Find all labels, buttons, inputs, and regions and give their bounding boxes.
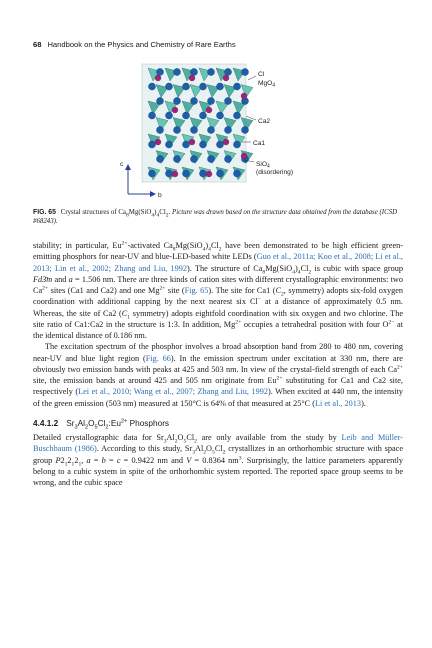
cl-atom-sphere: [241, 93, 247, 99]
ca-atom-sphere: [148, 170, 155, 177]
ca-atom-sphere: [173, 155, 180, 162]
ca-atom-sphere: [182, 141, 189, 148]
ca-atom-sphere: [224, 155, 231, 162]
ca-atom-sphere: [173, 68, 180, 75]
paragraph: Detailed crystallographic data for $Sr_3Al_2O_5Cl_2$ are only available from the study by Leib and Müller-Buschbaum (1986). According to this study, $Sr_3Al_2O_5Cl_2$ crystallizes in an orthorhombic structure with space group $P2_12_12_1$, a = b = c = 0.9422 nm and V = 0.8364 $nm^3$. Surprisingly, the lattice parameters apparently belong to a cubic system in spite of the orthorhombic system reported. The reported space group seems to be wrong, and the cubic space: [33, 433, 404, 487]
cl-atom-sphere: [189, 75, 195, 81]
crystal-structure-figure: [108, 56, 323, 199]
figure-reference-link[interactable]: Fig. 65: [184, 286, 209, 295]
cl-atom-sphere: [206, 107, 212, 113]
ca-atom-sphere: [207, 155, 214, 162]
cl-atom-sphere: [189, 139, 195, 145]
ca-atom-sphere: [165, 112, 172, 119]
body-text: [33, 240, 403, 488]
ca-atom-sphere: [190, 126, 197, 133]
running-header: [33, 40, 403, 49]
ca-atom-sphere: [190, 155, 197, 162]
ca-atom-sphere: [207, 97, 214, 104]
figure-caption: FIG. 65 Crystal structures of $Ca_8Mg(SiO_4)_4Cl_2$. Picture was drawn based on the structure data obtained from the database (ICSD #68243).: [33, 209, 398, 225]
ca-atom-sphere: [156, 126, 163, 133]
ca-atom-sphere: [233, 112, 240, 119]
ca-atom-sphere: [224, 126, 231, 133]
ca-atom-sphere: [199, 170, 206, 177]
ca-atom-sphere: [190, 97, 197, 104]
label-ca2: Ca2: [258, 118, 271, 125]
ca-atom-sphere: [148, 83, 155, 90]
cl-atom-sphere: [155, 75, 161, 81]
cl-atom-sphere: [223, 139, 229, 145]
ca-atom-sphere: [182, 83, 189, 90]
label-disordering: (disordering): [256, 169, 294, 176]
cl-atom-sphere: [223, 75, 229, 81]
label-mgo4: MgO$_4$: [258, 80, 276, 89]
cl-atom-sphere: [241, 153, 247, 159]
ca-atom-sphere: [241, 68, 248, 75]
label-ca1: Ca1: [253, 140, 266, 147]
page-number: 68: [33, 40, 42, 49]
ca-atom-sphere: [233, 170, 240, 177]
ca-atom-sphere: [216, 141, 223, 148]
axis-label-b: b: [158, 192, 162, 199]
ca-atom-sphere: [241, 126, 248, 133]
ca-atom-sphere: [148, 141, 155, 148]
citation-link[interactable]: Li et al., 2013: [315, 398, 362, 408]
paragraph: The excitation spectrum of the phosphor involves a broad absorption band from 280 to 480 nm, covering near-UV and blue light region (Fig. 66). In the emission spectrum under excitation at 330 nm, there are obviously two emission bands with peaks at 425 and 503 nm. In view of the crystal-field strength of each $Ca^{2+}$ site, the emission bands at around 425 and 505 nm originate from $Eu^{2+}$ substituting for Ca1 and Ca2 site, respectively (Lei et al., 2010; Wang et al., 2007; Zhang and Liu, 1992). When excited at 440 nm, the intensity of the green emission (503 nm) measured at 150°C is 64% of that measured at 25°C (Li et al., 2013).: [33, 342, 403, 408]
ca-atom-sphere: [233, 83, 240, 90]
ca-atom-sphere: [156, 155, 163, 162]
ca-atom-sphere: [224, 68, 231, 75]
cl-atom-sphere: [172, 107, 178, 113]
ca-atom-sphere: [199, 83, 206, 90]
ca-atom-sphere: [173, 97, 180, 104]
ca-atom-sphere: [173, 126, 180, 133]
caption-italic-note: Picture was drawn based on the structure data obtained from the database (ICSD #68243).: [33, 209, 398, 225]
figure-label: FIG. 65: [33, 209, 56, 216]
ca-atom-sphere: [148, 112, 155, 119]
citation-link[interactable]: Leib and Müller-Buschbaum (1986): [33, 433, 403, 454]
section-number: 4.4.1.2: [33, 418, 59, 428]
axis-label-c: c: [120, 161, 124, 168]
ca-atom-sphere: [216, 83, 223, 90]
ca-atom-sphere: [156, 97, 163, 104]
ca-atom-sphere: [207, 68, 214, 75]
ca-atom-sphere: [182, 170, 189, 177]
paragraph: stability; in particular, $Eu^{2+}$-activated $Ca_8Mg(SiO_4)_4Cl_2$ have been demonstrated to be high efficient green-emitting phosphors for near-UV and blue-LED-based white LEDs (Guo et al., 2011a; Koo et al., 2008; Li et al., 2013; Lin et al., 2002; Zhang and Liu, 1992). The structure of $Ca_8Mg(SiO_4)_4Cl_2$ is cubic with space group Fd3̄m and a = 1.506 nm. There are three kinds of cation sites with different crystallographic environments: two $Ca^{2+}$ sites (Ca1 and Ca2) and one $Mg^{2+}$ site (Fig. 65). The site for Ca1 ($C_2$, symmetry) adopts six-fold oxygen coordination with additional capping by the next nearest six Cl− at a distance of approximately 0.5 nm. Whereas, the site of Ca2 ($C_1$ symmetry) adopts eightfold coordination with six oxygen and two chlorine. The site ratio of Ca1:Ca2 in the structure is 1:3. In addition, $Mg^{2+}$ occupies a tetrahedral position with four $O^{2-}$ at the identical distance of 0.186 nm.: [33, 240, 404, 340]
ca-atom-sphere: [190, 68, 197, 75]
section-heading: 4.4.1.2 $Sr_3Al_2O_5Cl_2:Eu^{2+}$ Phosphors: [33, 418, 170, 431]
ca-atom-sphere: [182, 112, 189, 119]
cl-atom-sphere: [206, 171, 212, 177]
ca-atom-sphere: [216, 112, 223, 119]
ca-atom-sphere: [199, 141, 206, 148]
citation-link[interactable]: Guo et al., 2011a; Koo et al., 2008; Li et al., 2013; Lin et al., 2002; Zhang and Liu, 1992: [33, 252, 403, 273]
ca-atom-sphere: [224, 97, 231, 104]
label-cl: Cl: [258, 71, 265, 78]
cl-atom-sphere: [172, 171, 178, 177]
ca-atom-sphere: [165, 170, 172, 177]
citation-link[interactable]: Lei et al., 2010; Wang et al., 2007; Zhang and Liu, 1992: [78, 387, 268, 397]
ca-atom-sphere: [165, 83, 172, 90]
label-sio4: SiO$_4$: [256, 161, 270, 170]
book-title: Handbook on the Physics and Chemistry of Rare Earths: [47, 40, 236, 49]
ca-atom-sphere: [165, 141, 172, 148]
cl-atom-sphere: [155, 139, 161, 145]
ca-atom-sphere: [156, 68, 163, 75]
ca-atom-sphere: [207, 126, 214, 133]
ca-atom-sphere: [199, 112, 206, 119]
ca-atom-sphere: [216, 170, 223, 177]
crystal-structure-image: [108, 56, 323, 199]
ca-atom-sphere: [233, 141, 240, 148]
figure-reference-link[interactable]: Fig. 66: [145, 353, 171, 363]
